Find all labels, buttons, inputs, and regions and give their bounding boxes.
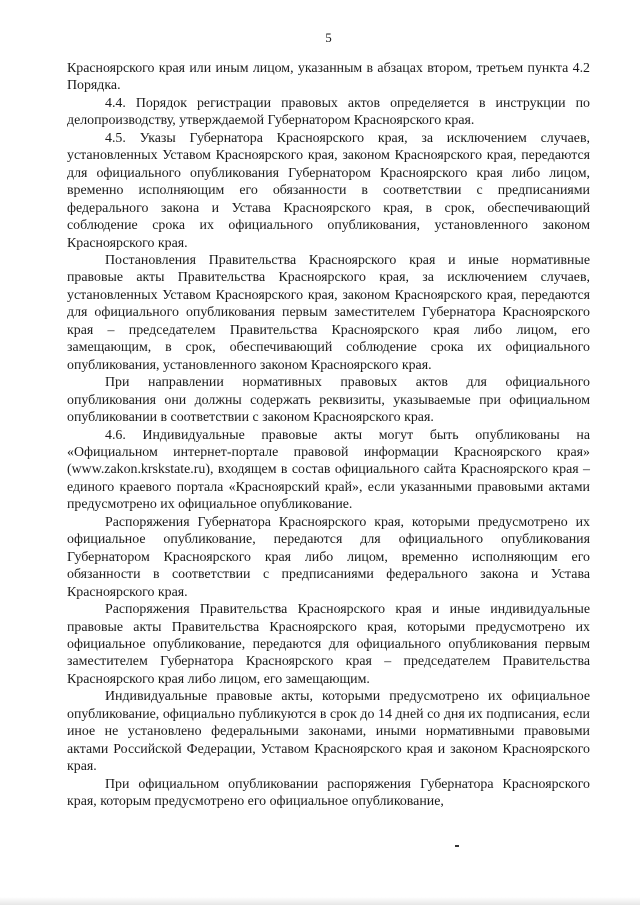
paragraph-10: При официальном опубликовании распоряжения Губернатора Красноярского края, которым предусмотрено его официальное опубликование, (67, 776, 590, 810)
page-number: 5 (325, 30, 332, 45)
document-body (67, 60, 590, 810)
paragraph-4: Постановления Правительства Красноярского края и иные нормативные правовые акты Правительства Красноярского края, за исключением случаев, установленных Уставом Красноярского края, законом Красноярского края, передаются для официального опубликования первым заместителем Губернатора Красноярского края – председателем Правительства Красноярского края либо лицом, его замещающим, в срок, обеспечивающий соблюдение срока их официального опубликования, установленного законом Красноярского края. (67, 252, 590, 373)
paragraph-2: 4.4. Порядок регистрации правовых актов определяется в инструкции по делопроизводству, утверждаемой Губернатором Красноярского края. (67, 95, 590, 129)
paragraph-8: Распоряжения Правительства Красноярского края и иные индивидуальные правовые акты Правительства Красноярского края, которыми предусмотрено их официальное опубликование, передаются для официального опубликования первым заместителем Губернатора Красноярского края – председателем Правительства Красноярского края либо лицом, его замещающим. (67, 602, 590, 687)
paragraph-5: При направлении нормативных правовых актов для официального опубликования они должны содержать реквизиты, указываемые при официальном опубликовании в соответствии с законом Красноярского края. (67, 375, 590, 426)
paragraph-1: Красноярского края или иным лицом, указанным в абзацах втором, третьем пункта 4.2 Порядка. (67, 61, 590, 94)
scan-speck (455, 845, 459, 847)
scan-edge (0, 897, 640, 905)
paragraph-6: 4.6. Индивидуальные правовые акты могут быть опубликованы на «Официальном интернет-портале правовой информации Красноярского края» (www.zakon.krskstate.ru), входящем в состав официального сайта Красноярского края – единого краевого портала «Красноярский край», если указанными правовыми актами предусмотрено их официальное опубликование. (67, 427, 590, 513)
paragraph-9: Индивидуальные правовые акты, которыми предусмотрено их официальное опубликование, официально публикуются в срок до 14 дней со дня их подписания, если иное не установлено федеральными законами, иными нормативными правовыми актами Российской Федерации, Уставом Красноярского края и законом Красноярского края. (67, 689, 590, 775)
paragraph-3: 4.5. Указы Губернатора Красноярского края, за исключением случаев, установленных Уставом Красноярского края, законом Красноярского края, передаются для официального опубликования Губернатором Красноярского края либо лицом, временно исполняющим его обязанности в соответствии с предписаниями федерального закона и Устава Красноярского края, в срок, обеспечивающий соблюдение срока их официального опубликования, установленного законом Красноярского края. (67, 130, 590, 251)
paragraph-7: Распоряжения Губернатора Красноярского края, которыми предусмотрено их официальное опубликование, передаются для официального опубликования Губернатором Красноярского края либо лицом, временно исполняющим его обязанности в соответствии с предписаниями федерального закона и Устава Красноярского края. (67, 514, 590, 600)
